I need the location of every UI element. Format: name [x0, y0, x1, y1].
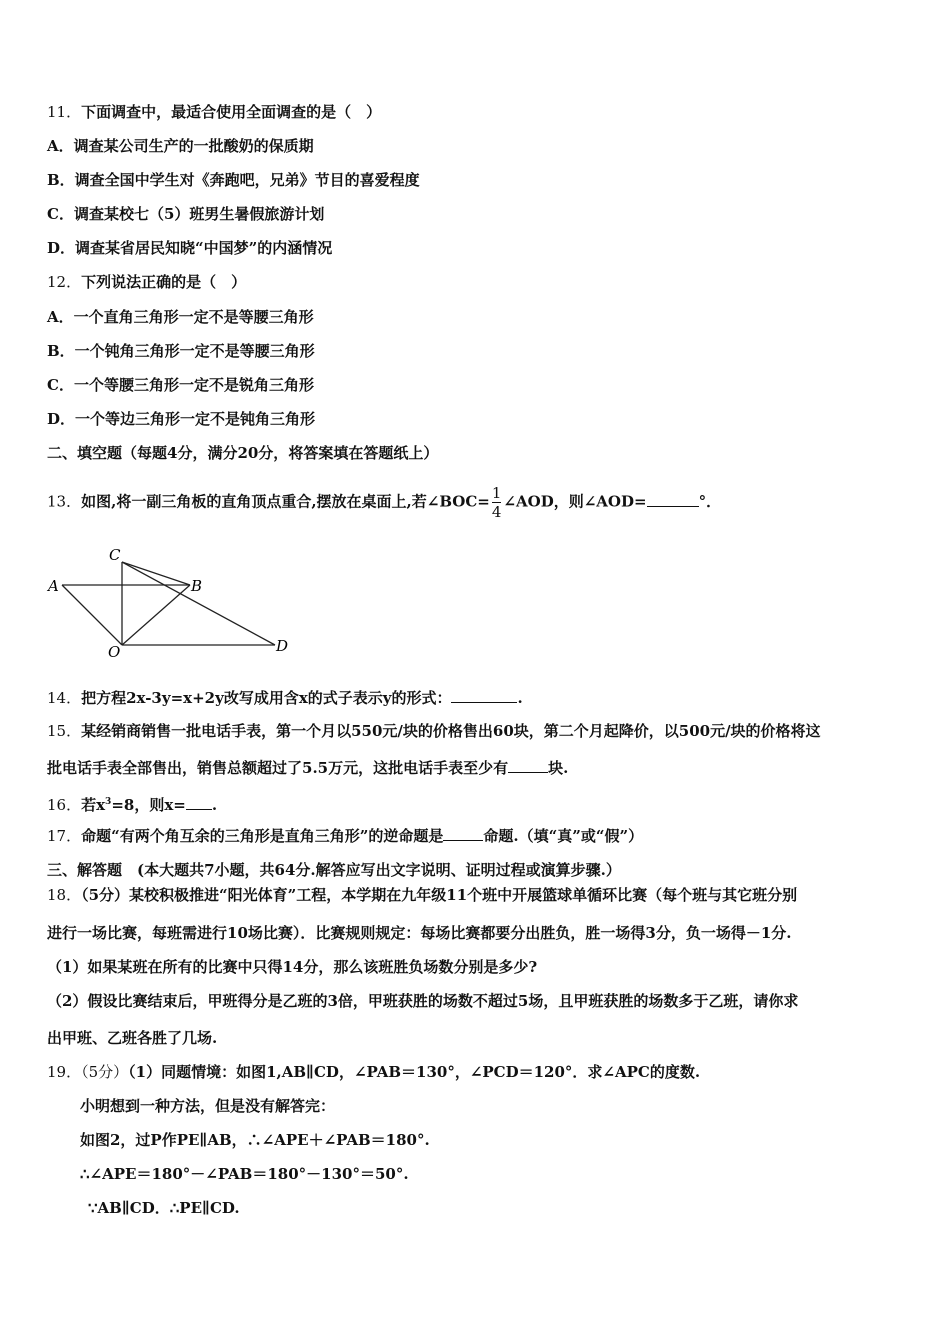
- line-cb: [122, 562, 190, 585]
- question-19-line5: ∵AB∥CD．∴PE∥CD.: [88, 1199, 240, 1217]
- question-15-line2: 批电话手表全部售出，销售总额超过了5.5万元，这批电话手表至少有 块.: [47, 759, 569, 777]
- question-number: 14．: [47, 689, 82, 707]
- section-heading-fill-in: 二、填空题（每题4分，满分20分，将答案填在答题纸上）: [47, 444, 439, 462]
- answer-blank[interactable]: [451, 688, 517, 703]
- question-12-stem: 12．下列说法正确的是（ ）: [47, 273, 247, 291]
- question-score: （5分）: [81, 1063, 129, 1081]
- line-cd: [122, 562, 275, 645]
- question-13-stem: 13．如图,将一副三角板的直角顶点重合,摆放在桌面上,若∠BOC= $\frac{1}{4}$ ∠AOD，则∠AOD= °．: [47, 484, 722, 521]
- option-d: D．一个等边三角形一定不是钝角三角形: [47, 410, 316, 428]
- option-c: C．一个等腰三角形一定不是锐角三角形: [47, 376, 314, 394]
- question-number: 18．: [47, 886, 82, 904]
- option-c: C．调查某校七（5）班男生暑假旅游计划: [47, 205, 325, 223]
- question-19-line3: 如图2，过P作PE∥AB，∴∠APE＋∠PAB＝180°.: [80, 1131, 430, 1149]
- question-number: 15．: [47, 722, 82, 740]
- answer-blank[interactable]: [443, 826, 483, 841]
- triangle-figure: [40, 540, 300, 665]
- option-a: A．调查某公司生产的一批酸奶的保质期: [47, 137, 314, 155]
- fraction: $\frac{1}{4}$: [491, 484, 502, 521]
- option-b: B．一个钝角三角形一定不是等腰三角形: [47, 342, 315, 360]
- question-number: 16．: [47, 796, 82, 814]
- question-19-line1: 19．（5分）（1）同题情境：如图1,AB∥CD，∠PAB＝130°，∠PCD＝120°．求∠APC的度数.: [47, 1063, 701, 1081]
- label-a: A: [48, 577, 59, 595]
- option-d: D．调查某省居民知晓“中国梦”的内涵情况: [47, 239, 333, 257]
- question-14-stem: 14．把方程2x-3y=x+2y改写成用含x的式子表示y的形式： .: [47, 689, 523, 707]
- option-a: A．一个直角三角形一定不是等腰三角形: [47, 308, 314, 326]
- question-number: 17．: [47, 827, 82, 845]
- question-number: 19．: [47, 1063, 82, 1081]
- question-number: 11．: [47, 103, 82, 121]
- label-o: O: [108, 643, 121, 661]
- question-19-line2: 小明想到一种方法，但是没有解答完：: [80, 1097, 336, 1115]
- label-b: B: [191, 577, 203, 595]
- question-15-line1: 15．某经销商销售一批电话手表，第一个月以550元/块的价格售出60块，第二个月起降价，以500元/块的价格将这: [47, 722, 821, 740]
- label-c: C: [109, 546, 121, 564]
- question-18-line5: 出甲班、乙班各胜了几场.: [47, 1029, 218, 1047]
- answer-blank[interactable]: [647, 492, 699, 507]
- question-16-stem: 16．若$x^3=8$，则x= .: [47, 796, 218, 814]
- answer-blank[interactable]: [508, 758, 548, 773]
- line-ao: [62, 585, 122, 645]
- question-number: 12．: [47, 273, 82, 291]
- question-17-stem: 17．命题“有两个角互余的三角形是直角三角形”的逆命题是 命题.（填“真”或“假”）: [47, 827, 644, 845]
- question-19-line4: ∴∠APE＝180°－∠PAB＝180°－130°＝50°.: [80, 1165, 409, 1183]
- question-11-stem: 11．下面调查中，最适合使用全面调查的是（ ）: [47, 103, 382, 121]
- option-b: B．调查全国中学生对《奔跑吧，兄弟》节目的喜爱程度: [47, 171, 420, 189]
- question-18-part1: （1）如果某班在所有的比赛中只得14分，那么该班胜负场数分别是多少?: [47, 958, 538, 976]
- question-number: 13．: [47, 492, 82, 511]
- question-18-part2: （2）假设比赛结束后，甲班得分是乙班的3倍，甲班获胜的场数不超过5场，且甲班获胜的场数多于乙班，请你求: [47, 992, 799, 1010]
- label-d: D: [276, 637, 289, 655]
- question-18-line1: 18．（5分）某校积极推进“阳光体育”工程，本学期在九年级11个班中开展篮球单循环比赛（每个班与其它班分别: [47, 886, 798, 904]
- section-heading-solutions: 三、解答题 (本大题共7小题，共64分.解答应写出文字说明、证明过程或演算步骤.）: [47, 861, 621, 879]
- question-18-line2: 进行一场比赛，每班需进行10场比赛）．比赛规则规定：每场比赛都要分出胜负，胜一场得3分，负一场得－1分.: [47, 924, 792, 942]
- answer-blank[interactable]: [186, 795, 212, 810]
